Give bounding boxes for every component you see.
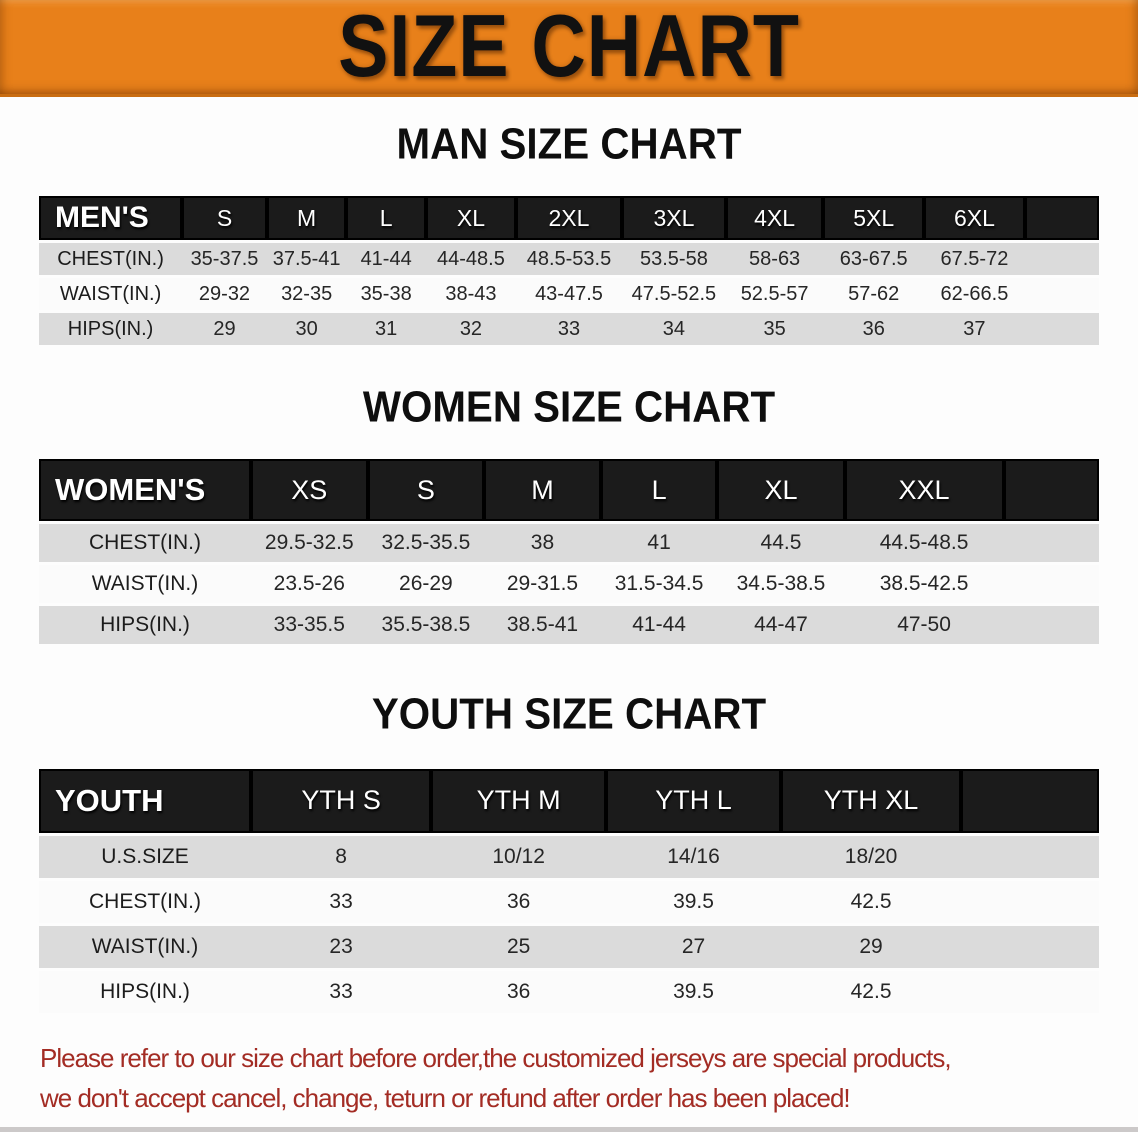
size-value-cell: 29.5-32.5	[251, 524, 368, 562]
size-column-header: XL	[426, 196, 516, 240]
size-value-cell: 18/20	[781, 836, 961, 878]
size-value-cell: 41	[601, 524, 718, 562]
size-value-cell: 37.5-41	[267, 243, 347, 275]
filler-cell	[1025, 278, 1099, 310]
size-value-cell: 36	[431, 971, 606, 1013]
size-value-cell: 47.5-52.5	[622, 278, 726, 310]
size-value-cell: 38.5-41	[484, 606, 601, 644]
footer-line-2: we don't accept cancel, change, teturn or refund after order has been placed!	[40, 1082, 850, 1113]
size-value-cell: 38	[484, 524, 601, 562]
table-row	[39, 313, 1099, 345]
filler-cell	[961, 971, 1099, 1013]
table-title-cell: WOMEN'S	[39, 459, 251, 521]
filler-cell	[1025, 313, 1099, 345]
table-header-row	[39, 459, 1099, 521]
size-value-cell: 44.5	[717, 524, 844, 562]
youth-section-heading: YOUTH SIZE CHART	[371, 689, 767, 739]
filler-cell	[1004, 606, 1099, 644]
filler-header-cell	[961, 769, 1099, 833]
size-value-cell: 14/16	[606, 836, 781, 878]
filler-cell	[961, 926, 1099, 968]
size-column-header: YTH L	[606, 769, 781, 833]
size-value-cell: 33-35.5	[251, 606, 368, 644]
size-value-cell: 38.5-42.5	[845, 565, 1004, 603]
row-label: CHEST(IN.)	[39, 524, 251, 562]
size-value-cell: 44-47	[717, 606, 844, 644]
table-row	[39, 524, 1099, 562]
size-value-cell: 41-44	[601, 606, 718, 644]
row-label: CHEST(IN.)	[39, 881, 251, 923]
size-value-cell: 58-63	[726, 243, 824, 275]
row-label: HIPS(IN.)	[39, 606, 251, 644]
size-value-cell: 23.5-26	[251, 565, 368, 603]
size-column-header: M	[484, 459, 601, 521]
table-title-cell: YOUTH	[39, 769, 251, 833]
size-value-cell: 32.5-35.5	[368, 524, 485, 562]
row-label: WAIST(IN.)	[39, 278, 182, 310]
table-header-row	[39, 769, 1099, 833]
size-value-cell: 34.5-38.5	[717, 565, 844, 603]
size-column-header: 3XL	[622, 196, 726, 240]
filler-cell	[961, 836, 1099, 878]
size-column-header: L	[601, 459, 718, 521]
size-chart-banner	[0, 0, 1138, 97]
table-row	[39, 278, 1099, 310]
size-column-header: M	[267, 196, 347, 240]
size-value-cell: 47-50	[845, 606, 1004, 644]
row-label: HIPS(IN.)	[39, 971, 251, 1013]
size-value-cell: 44.5-48.5	[845, 524, 1004, 562]
size-value-cell: 36	[823, 313, 924, 345]
size-value-cell: 38-43	[426, 278, 516, 310]
size-value-cell: 52.5-57	[726, 278, 824, 310]
row-label: CHEST(IN.)	[39, 243, 182, 275]
filler-header-cell	[1004, 459, 1099, 521]
row-label: WAIST(IN.)	[39, 565, 251, 603]
youth-size-table	[39, 766, 1099, 1016]
size-value-cell: 26-29	[368, 565, 485, 603]
size-column-header: XXL	[845, 459, 1004, 521]
size-value-cell: 32-35	[267, 278, 347, 310]
size-value-cell: 10/12	[431, 836, 606, 878]
size-column-header: 2XL	[516, 196, 622, 240]
size-value-cell: 33	[251, 971, 431, 1013]
size-column-header: YTH XL	[781, 769, 961, 833]
men-size-table	[39, 193, 1099, 348]
size-value-cell: 29-31.5	[484, 565, 601, 603]
size-value-cell: 43-47.5	[516, 278, 622, 310]
size-value-cell: 37	[924, 313, 1025, 345]
row-label: WAIST(IN.)	[39, 926, 251, 968]
size-column-header: XS	[251, 459, 368, 521]
table-row	[39, 243, 1099, 275]
size-value-cell: 48.5-53.5	[516, 243, 622, 275]
size-value-cell: 33	[516, 313, 622, 345]
size-value-cell: 23	[251, 926, 431, 968]
size-value-cell: 32	[426, 313, 516, 345]
size-value-cell: 35.5-38.5	[368, 606, 485, 644]
size-column-header: S	[368, 459, 485, 521]
size-value-cell: 25	[431, 926, 606, 968]
size-value-cell: 29	[781, 926, 961, 968]
table-row	[39, 926, 1099, 968]
size-value-cell: 41-44	[346, 243, 426, 275]
size-value-cell: 33	[251, 881, 431, 923]
women-size-table	[39, 456, 1099, 647]
size-value-cell: 31.5-34.5	[601, 565, 718, 603]
footer-line-1: Please refer to our size chart before order,the customized jerseys are special products,	[40, 1042, 951, 1073]
filler-cell	[1004, 524, 1099, 562]
size-value-cell: 35	[726, 313, 824, 345]
size-value-cell: 31	[346, 313, 426, 345]
size-value-cell: 63-67.5	[823, 243, 924, 275]
size-value-cell: 30	[267, 313, 347, 345]
table-header-row	[39, 196, 1099, 240]
size-column-header: 4XL	[726, 196, 824, 240]
bottom-edge-strip	[0, 1127, 1138, 1132]
size-value-cell: 67.5-72	[924, 243, 1025, 275]
row-label: HIPS(IN.)	[39, 313, 182, 345]
size-value-cell: 36	[431, 881, 606, 923]
table-row	[39, 565, 1099, 603]
size-value-cell: 34	[622, 313, 726, 345]
men-section-heading: MAN SIZE CHART	[396, 119, 742, 168]
table-row	[39, 836, 1099, 878]
women-section-heading: WOMEN SIZE CHART	[362, 382, 776, 432]
filler-cell	[961, 881, 1099, 923]
filler-cell	[1004, 565, 1099, 603]
size-value-cell: 57-62	[823, 278, 924, 310]
filler-cell	[1025, 243, 1099, 275]
size-value-cell: 39.5	[606, 971, 781, 1013]
footer-disclaimer	[40, 1038, 1138, 1119]
size-column-header: XL	[717, 459, 844, 521]
size-value-cell: 29	[182, 313, 267, 345]
size-column-header: YTH M	[431, 769, 606, 833]
table-title-cell: MEN'S	[39, 196, 182, 240]
size-value-cell: 53.5-58	[622, 243, 726, 275]
size-column-header: YTH S	[251, 769, 431, 833]
row-label: U.S.SIZE	[39, 836, 251, 878]
table-row	[39, 606, 1099, 644]
size-value-cell: 8	[251, 836, 431, 878]
filler-header-cell	[1025, 196, 1099, 240]
size-value-cell: 39.5	[606, 881, 781, 923]
size-column-header: L	[346, 196, 426, 240]
size-value-cell: 62-66.5	[924, 278, 1025, 310]
banner-title: SIZE CHART	[338, 0, 800, 96]
size-value-cell: 35-37.5	[182, 243, 267, 275]
size-column-header: 5XL	[823, 196, 924, 240]
size-value-cell: 44-48.5	[426, 243, 516, 275]
size-value-cell: 42.5	[781, 971, 961, 1013]
table-row	[39, 971, 1099, 1013]
size-value-cell: 27	[606, 926, 781, 968]
size-column-header: S	[182, 196, 267, 240]
size-value-cell: 35-38	[346, 278, 426, 310]
size-column-header: 6XL	[924, 196, 1025, 240]
size-value-cell: 42.5	[781, 881, 961, 923]
size-value-cell: 29-32	[182, 278, 267, 310]
table-row	[39, 881, 1099, 923]
